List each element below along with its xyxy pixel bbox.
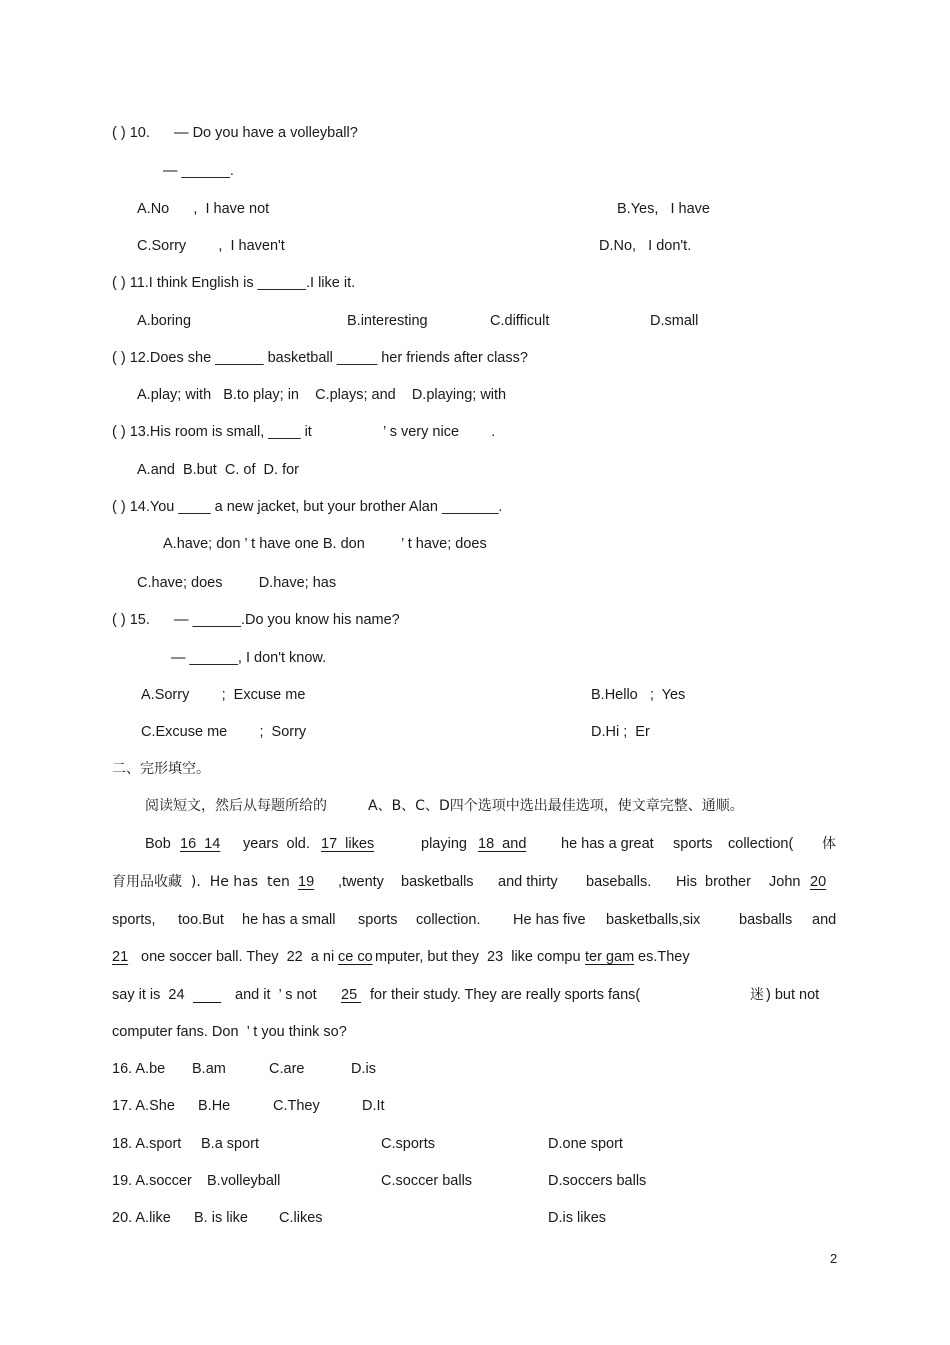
- passage-text: Bob: [145, 836, 171, 852]
- q14-options-b-end: ’ t have; does: [401, 536, 487, 552]
- q16-option-b: B.am: [192, 1061, 226, 1077]
- q17-option-d: D.It: [362, 1098, 385, 1114]
- blank-18: 18 and: [478, 836, 527, 852]
- q15-reply: — ______, I don't know.: [171, 650, 327, 666]
- q17-option-a: 17. A.She: [112, 1098, 175, 1114]
- passage-text: ) but not: [766, 987, 820, 1003]
- q15-option-d: D.Hi ; Er: [591, 724, 650, 740]
- passage-text: too.But: [178, 912, 224, 928]
- passage-text: say it is 24: [112, 987, 185, 1003]
- q12-options: A.play; with B.to play; in C.plays; and D.playing; with: [137, 387, 507, 403]
- q19-option-b: B.volleyball: [207, 1173, 281, 1189]
- blank-24: [193, 986, 235, 1004]
- page-number: 2: [830, 1251, 838, 1266]
- q16-option-c: C.are: [269, 1061, 305, 1077]
- passage-text: he has a great: [561, 836, 654, 852]
- q11-option-a: A.boring: [137, 313, 192, 329]
- q14-options-cd: C.have; does D.have; has: [137, 575, 337, 591]
- q13-options: A.and B.but C. of D. for: [137, 462, 299, 478]
- q17-option-c: C.They: [273, 1098, 320, 1114]
- blank-16: 16 14: [180, 836, 221, 852]
- passage-text: 体: [822, 836, 836, 852]
- q15-option-b: B.Hello ; Yes: [591, 687, 686, 703]
- passage-text: playing: [421, 836, 467, 852]
- q11-stem: ( ) 11.I think English is ______.I like it.: [112, 275, 356, 291]
- q15-option-a: A.Sorry ; Excuse me: [141, 687, 306, 703]
- passage-text: collection.: [416, 912, 481, 928]
- passage-text: collection(: [728, 836, 794, 852]
- passage-text: and thirty: [498, 874, 558, 890]
- q10-stem: ( ) 10. — Do you have a volleyball?: [112, 125, 358, 141]
- passage-text: computer fans. Don ’ t you think so?: [112, 1024, 347, 1040]
- passage-text: sports,: [112, 912, 156, 928]
- passage-text: 迷: [750, 987, 764, 1003]
- passage-text: ce co: [338, 949, 373, 965]
- passage-text: basketballs: [401, 874, 474, 890]
- q14-stem: ( ) 14.You ____ a new jacket, but your brother Alan _______.: [112, 499, 503, 515]
- q20-option-a: 20. A.like: [112, 1210, 171, 1226]
- q20-option-c: C.likes: [279, 1210, 323, 1226]
- passage-text: ter gam: [585, 949, 635, 965]
- passage-text: His brother: [676, 874, 751, 890]
- blank-17: 17 likes: [321, 836, 375, 852]
- passage-text: mputer, but they 23 like compu: [375, 949, 581, 965]
- blank-20: 20: [810, 874, 827, 890]
- section-instruction-cont: A、B、C、D四个选项中选出最佳选项，使文章完整、通顺。: [368, 798, 744, 814]
- q10-reply: — ______.: [163, 163, 234, 179]
- passage-text: John: [769, 874, 801, 890]
- passage-text: he has a small: [242, 912, 336, 928]
- q10-option-b: B.Yes, I have: [617, 201, 710, 217]
- section-title: 二、完形填空。: [112, 761, 210, 777]
- passage-text: one soccer ball. They 22 a ni: [141, 949, 335, 965]
- q17-option-b: B.He: [198, 1098, 231, 1114]
- blank-19: 19: [298, 874, 315, 890]
- q10-option-a: A.No , I have not: [137, 201, 270, 217]
- passage-text: basballs: [739, 912, 793, 928]
- q10-option-d: D.No, I don't.: [599, 238, 692, 254]
- q16-option-d: D.is: [351, 1061, 376, 1077]
- blank-21: 21: [112, 949, 129, 965]
- q19-option-a: 19. A.soccer: [112, 1173, 192, 1189]
- q18-option-a: 18. A.sport: [112, 1136, 182, 1152]
- passage-text: He has five: [513, 912, 586, 928]
- passage-text: baseballs.: [586, 874, 652, 890]
- passage-text: ,twenty: [338, 874, 384, 890]
- q20-option-b: B. is like: [194, 1210, 248, 1226]
- q18-option-b: B.a sport: [201, 1136, 260, 1152]
- passage-text: 育用品收藏 ). He has ten: [112, 874, 290, 890]
- q11-option-b: B.interesting: [347, 313, 428, 329]
- passage-text: es.They: [638, 949, 690, 965]
- passage-text: years old.: [243, 836, 310, 852]
- q14-options-ab: A.have; don ’ t have one B. don: [163, 536, 365, 552]
- q16-option-a: 16. A.be: [112, 1061, 166, 1077]
- q11-option-d: D.small: [650, 313, 699, 329]
- passage-text: and it ’ s not: [235, 987, 317, 1003]
- section-instruction: 阅读短文，然后从每题所给的: [145, 798, 327, 814]
- q12-stem: ( ) 12.Does she ______ basketball _____ her friends after class?: [112, 350, 528, 366]
- passage-text: sports: [358, 912, 398, 928]
- q19-option-c: C.soccer balls: [381, 1173, 473, 1189]
- passage-text: for their study. They are really sports fans(: [370, 987, 641, 1003]
- q19-option-d: D.soccers balls: [548, 1173, 647, 1189]
- q15-stem: ( ) 15. — ______.Do you know his name?: [112, 612, 400, 628]
- q18-option-d: D.one sport: [548, 1136, 623, 1152]
- q13-stem: ( ) 13.His room is small, ____ it: [112, 424, 312, 440]
- q10-option-c: C.Sorry , I haven't: [137, 238, 285, 254]
- passage-text: sports: [673, 836, 713, 852]
- q13-stem-end: ’ s very nice .: [383, 424, 496, 440]
- passage-text: basketballs,six: [606, 912, 701, 928]
- q11-option-c: C.difficult: [490, 313, 550, 329]
- q20-option-d: D.is likes: [548, 1210, 607, 1226]
- blank-25: 25: [341, 987, 362, 1003]
- passage-text: and: [812, 912, 837, 928]
- q18-option-c: C.sports: [381, 1136, 435, 1152]
- q15-option-c: C.Excuse me ; Sorry: [141, 724, 307, 740]
